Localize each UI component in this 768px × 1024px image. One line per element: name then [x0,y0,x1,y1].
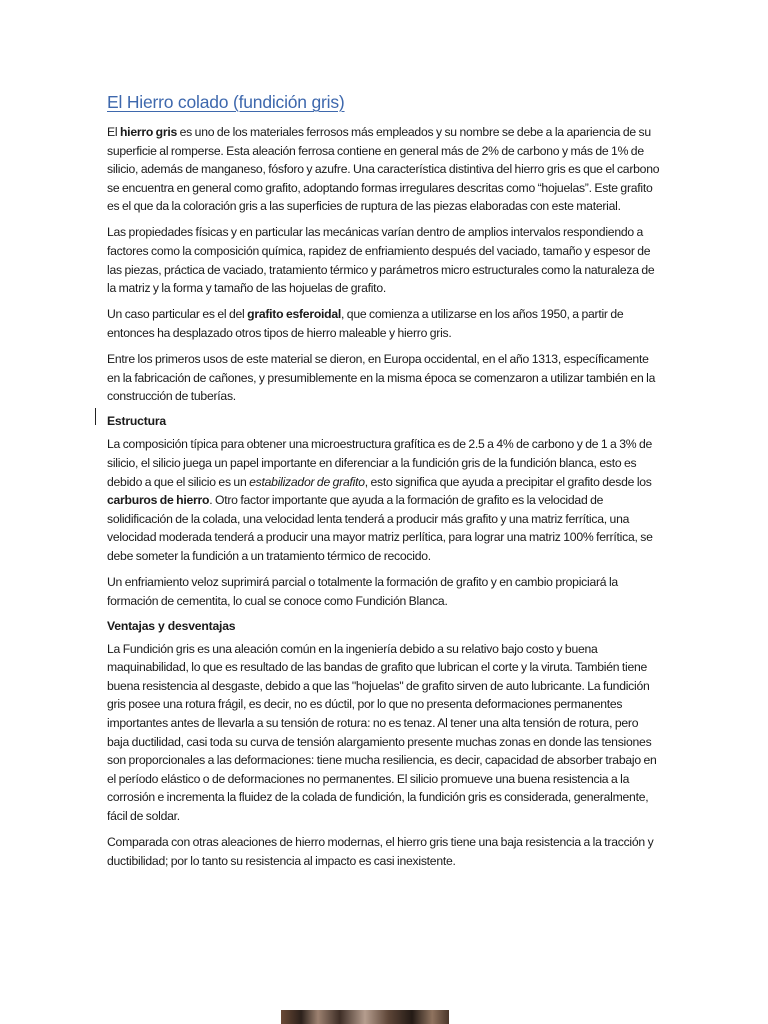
text-run: Un caso particular es el del [107,307,248,322]
italic-term-estabilizador: estabilizador de grafito [249,474,365,489]
bold-term-hierro-gris: hierro gris [119,125,178,139]
paragraph-comparada: Comparada con otras aleaciones de hierro modernas, el hierro gris tiene una baja resistencia a la tracción y ductibilidad; por lo tanto su resistencia al impacto es casi inexistente. [107,835,654,868]
partial-image [281,1010,449,1024]
document-title: El Hierro colado (fundición gris) [107,92,345,112]
text-run: . Otro factor importante que ayuda a la formación de grafito es la velocidad de solidificación de la colada, una velocidad lenta tenderá a producir más grafito y una matriz ferrítica, una velocidad moderada tenderá a producir una mayor matriz perlítica, para lograr una matriz 100% ferrítica, se debe someter la fundición a un tratamiento térmico de recocido. [107,493,653,563]
paragraph-grafito-esferoidal [107,305,662,342]
paragraph-enfriamiento: Un enfriamiento veloz suprimirá parcial o totalmente la formación de grafito y en cambio propiciará la formación de cementita, lo cual se conoce como Fundición Blanca. [107,574,618,608]
text-run: El [107,125,120,139]
text-run: La composición típica para obtener una microestructura grafítica es de 2.5 a 4% de carbono y de 1 a 3% de silicio, el silicio juega un papel importante en diferenciar a la fundición gris de la fundición blanca, esto es debido a que el silicio es un [107,437,653,489]
text-cursor [95,408,96,425]
paragraph-composicion [107,435,662,565]
paragraph-primeros-usos: Entre los primeros usos de este material se dieron, en Europa occidental, en el año 1313, específicamente en la fabricación de cañones, y presumiblemente en la misma época se comenzaron a utilizar también en la construcción de tuberías. [107,352,656,404]
heading-estructura: Estructura [107,414,166,429]
bold-term-carburos: carburos de hierro [107,493,210,508]
paragraph-ventajas: La Fundición gris es una aleación común en la ingeniería debido a su relativo bajo costo y buena maquinabilidad, lo que es resultado de las bandas de grafito que lubrican el corte y la viruta. También tiene buena resistencia al desgaste, debido a que las "hojuelas" de grafito sirven de auto lubricante. La fundición gris posee una rotura frágil, es decir, no es dúctil, por lo que no presenta deformaciones permanentes importantes antes de llevarla a su tensión de rotura: no es tenaz. Al tener una alta tensión de rotura, pero baja ductilidad, casi toda su curva de tensión alargamiento presente muchas zonas en donde las tensiones son proporcionales a las deformaciones: tiene mucha resiliencia, es decir, capacidad de absorber trabajo en el período elástico o de deformaciones no permanentes. El silicio promueve una buena resistencia a la corrosión e incrementa la fluidez de la colada de fundición, la fundición gris es considerada, generalmente, fácil de soldar. [107,641,657,823]
document-page [107,92,662,878]
heading-ventajas: Ventajas y desventajas [107,618,236,633]
bold-term-grafito-esferoidal: grafito esferoidal [247,307,342,322]
paragraph-hierro-gris [107,123,662,216]
text-run: es uno de los materiales ferrosos más empleados y su nombre se debe a la apariencia de su superficie al romperse. Esta aleación ferrosa contiene en general más de 2% de carbono y más de 1% de silicio, además de manganeso, fósforo y azufre. Una característica distintiva del hierro gris es que el carbono se encuentra en general como grafito, adoptando formas irregulares descritas como “hojuelas”. Este grafito es el que da la coloración gris a las superficies de ruptura de las piezas elaboradas con este material. [107,125,660,214]
paragraph-propiedades: Las propiedades físicas y en particular las mecánicas varían dentro de amplios intervalos respondiendo a factores como la composición química, rapidez de enfriamiento después del vaciado, tamaño y espesor de las piezas, práctica de vaciado, tratamiento térmico y parámetros micro estructurales como la naturaleza de la matriz y la forma y tamaño de las hojuelas de grafito. [107,225,655,296]
text-run: , esto significa que ayuda a precipitar el grafito desde los [364,474,652,489]
text-run: , que comienza a utilizarse en los años 1950, a partir de entonces ha desplazado otros tipos de hierro maleable y hierro gris. [107,307,624,340]
